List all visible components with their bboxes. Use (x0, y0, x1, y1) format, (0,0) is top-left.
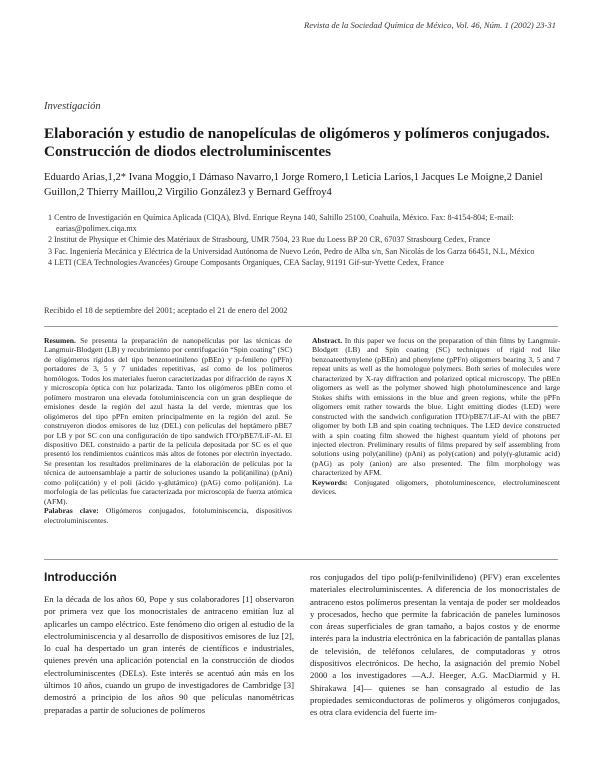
section-label: Investigación (44, 101, 101, 112)
received-dates: Recibido el 18 de septiembre del 2001; aceptado el 21 de enero del 2002 (44, 306, 288, 315)
author-list: Eduardo Arias,1,2* Ivana Moggio,1 Dámaso Navarro,1 Jorge Romero,1 Leticia Larios,1 Jacques Le Moigne,2 Daniel Guillon,2 Thierry Maillou,2 Virgilio González3 y Bernard Geffroy4 (44, 172, 543, 198)
abstract-en-label: Abstract. (312, 336, 343, 345)
keywords-es: Oligómeros conjugados, fotoluminiscencia, dispositivos electroluminiscentes. (44, 506, 292, 525)
intro-heading: Introducción (44, 570, 117, 584)
abstract-en-text: In this paper we focus on the preparation of thin films by Langmuir-Blodgett (LB) and Spin coating (SC) techniques of rigid rod like benzoateethynylene (pBEn) and phenylene (pPFn) oligomers bearing 3, 5 and 7 repeat units as well as the homologue polymers. Both series of molecules were characterized by X-ray diffraction and polarized optical microscopy. The pBEn oligomers as well as the polymer showed high photoluminescence and large Stokes shifts with emissions in the blue and green regions, while the pPFn oligomers emit rather towards the blue. Light emitting diodes (LED) were constructed with the sandwich configuration ITO/pBE7/LiF-Al with the pBE7 oligomer by both LB and spin coating techniques. The LED device constructed with a spin coating film showed the highest quantum yield of photons per injected electron. Preliminary results of films prepared by self assembling from solutions using poly(aniline) (pAni) as poly(cation) and poly(γ-glutamic acid) (pAG) as poly (anion) are also presented. The film morphology was characterized by AFM. (312, 336, 560, 478)
keywords-en: Conjugated oligomers, photoluminescence, electroluminescent devices. (312, 477, 560, 497)
keywords-en-label: Keywords: (312, 477, 348, 487)
journal-header: Revista de la Sociedad Química de México, Vol. 46, Núm. 1 (2002) 23-31 (303, 20, 556, 30)
intro-paragraph-left: En la década de los años 60, Pope y sus colaboradores [1] observaron por primera vez que los monocristales de antraceno emitían luz al aplicarles un campo eléctrico. Este fenómeno dio origen al estudio de la electroluminiscencia y al desarrollo de dispositivos emisores de luz [2], lo cual ha despertado un gran interés de científicos e industriales, quienes prevén una aplicación potencial en la construcción de diodos electroluminiscentes (DELs). Este interés se acentuó aún más en los últimos 10 años, cuando un grupo de investigadores de Cambridge [3] demostró a principio de los años 90 que películas nanométricas preparadas a partir de soluciones de polímeros (44, 594, 294, 715)
abstract-english (312, 336, 560, 497)
abstract-es-text: Se presenta la preparación de nanopelículas por las técnicas de Langmuir-Blodgett (LB) y recubrimiento por centrifugación “Spin coating” (SC) de oligómeros rígidos del tipo benzotoetinileno (pBEn) y p-fenileno (pPFn) portadores de 3, 5 y 7 unidades repetitivas, así como de los polímeros homólogos. Todos los materiales fueron caracterizadas por difracción de rayos X y microscopía óptica con luz polarizada. Tanto los oligómeros pBEn como el polímero mostraron una elevada fotoluminiscencia con un gran desplieque de emisiones desde la región del azul hasta la del verde, mientras que los oligómeros del tipo pPFn emiten principalmente en la región del azul. Se construyeron diodos emisores de luz (DEL) con películas del heptámero pBE7 por LB y por SC con una configuración de tipo sandwich ITO/pBE7/LiF-Al. El dispositivo DEL construido a partir de la película depositada por SC es el que presentó los rendimientos cuánticos más altos de fotones por electrón inyectado. Se presentan los resultados preliminares de la elaboración de películas por la técnica de autoensamblaje a partir de soluciones usando la poli(anilina) (pAni) como poli(catión) y el poli (ácido γ-glutámico) (pAG) como poli(anión). La morfología de las películas fue caracterizada por microscopía de fuerza atómica (AFM). (44, 336, 292, 506)
paper-title: Elaboración y estudio de nanopelículas de oligómeros y polímeros conjugados. Construcción de diodos electroluminiscentes (44, 125, 550, 160)
affiliation-4: 4 LETI (CEA Technologies Avancées) Groupe Composants Organiques, CEA Saclay, 91191 Gif-sur-Yvette Cedex, France (48, 257, 444, 267)
affiliation-list (44, 212, 564, 268)
abstract-es-label: Resumen. (44, 336, 76, 345)
divider-top (44, 326, 558, 327)
abstract-spanish (44, 336, 292, 525)
intro-left-column (44, 593, 294, 716)
intro-right-column (310, 571, 560, 719)
affiliation-3: 3 Fac. Ingeniería Mecánica y Eléctrica de la Universidad Autónoma de Nuevo León, Pedro de Alba s/n, San Nicolás de los Garza 66451, N.L, México (48, 246, 535, 256)
affiliation-2: 2 Institut de Physique et Chimie des Matériaux de Strasbourg, UMR 7504, 23 Rue du Loess BP 20 CR, 67037 Strasbourg Cedex, France (48, 235, 491, 245)
intro-paragraph-right: ros conjugados del tipo poli(p-fenilvinilideno) (PFV) eran excelentes materiales electroluminiscentes. A diferencia de los monocristales de antraceno estos polímeros presentan la ventaja de poder ser moldeados y procesados, hecho que permite la fabricación de paneles luminosos con áreas superficiales de gran tamaño, a bajos costos y de enorme interés para la industria electrónica en la fabricación de pantallas planas de televisión, de teléfonos celulares, de computadoras y otros dispositivos electrónicos. De hecho, la asignación del premio Nobel 2000 a los investigadores —A.J. Heeger, A.G. MacDiarmid y H. Shirakawa [4]— quienes se han consagrado al estudio de las propiedades semiconductoras de polímeros y oligómeros conjugados, es otra clara evidencia del fuerte im- (310, 572, 560, 718)
divider-bottom (44, 559, 558, 560)
keywords-es-label: Palabras clave: (44, 506, 99, 516)
affiliation-1: 1 Centro de Investigación en Química Aplicada (CIQA), Blvd. Enrique Reyna 140, Saltillo 25100, Coahuila, México. Fax: 8-4154-804; E-mail: earias@polimex.ciqa.mx (48, 213, 514, 234)
